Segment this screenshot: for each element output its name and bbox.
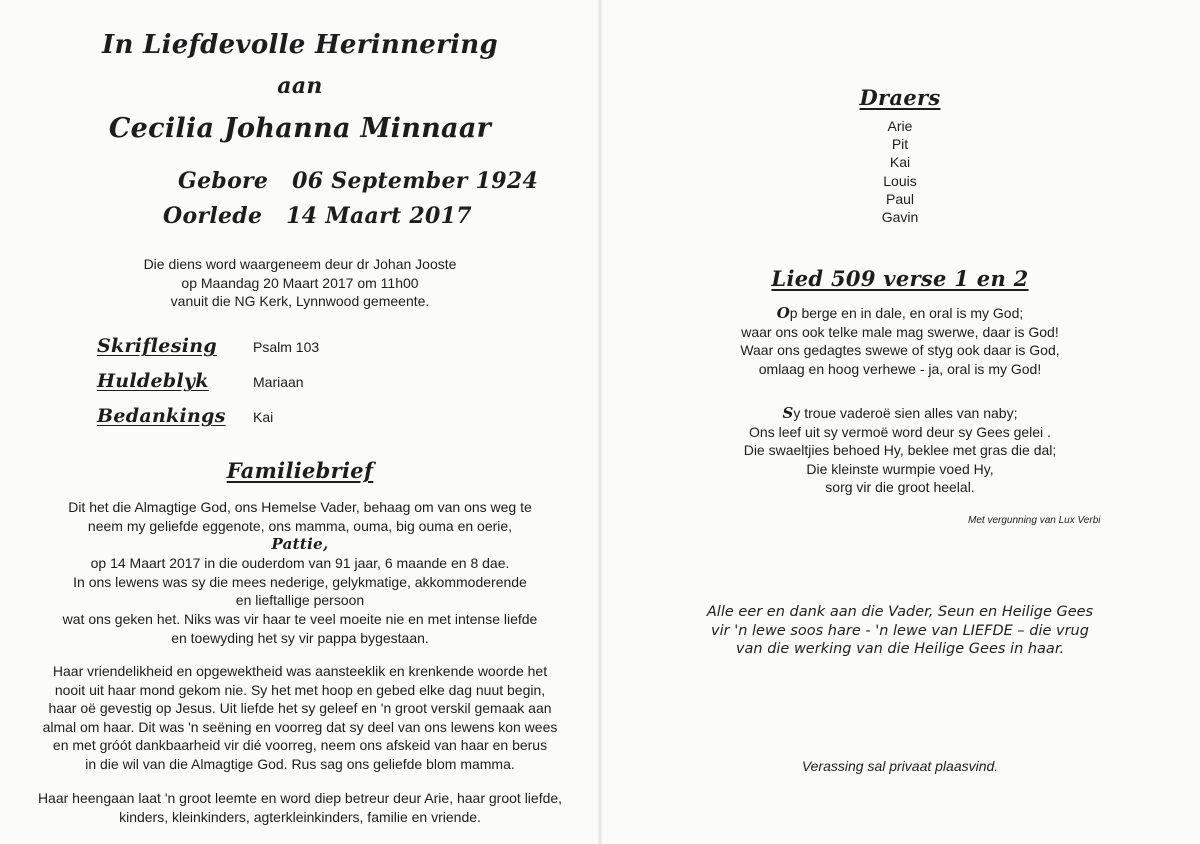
verse-dropcap: O <box>776 304 790 322</box>
hymn-title: Lied 509 verse 1 en 2 <box>771 266 1029 291</box>
bearer-name: Paul <box>885 190 915 207</box>
nickname-text: Pattie <box>271 535 323 554</box>
letter-line: Haar vriendelikheid en opgewektheid was aansteeklik en krenkende woorde het <box>52 663 548 679</box>
verse-line: waar ons ook telke male mag swerwe, daar is God! <box>741 323 1059 340</box>
nickname: Pattie, <box>271 535 329 554</box>
bearer-name: Arie <box>887 118 913 134</box>
memorial-heading: In Liefdevolle Herinnering <box>101 30 498 60</box>
letter-line: almal om haar. Dit was 'n seëning en voorreg dat sy deel van ons lewens kon wees <box>42 718 558 735</box>
letter-paragraph-3 <box>20 789 580 826</box>
letter-line: nooit uit haar mond gekom nie. Sy het met hoop en gebed elke dag nuut begin, <box>54 681 546 698</box>
letter-line: wat ons geken het. Niks was vir haar te veel moeite nie en met intense liefde <box>62 610 538 627</box>
service-line: op Maandag 20 Maart 2017 om 11h00 <box>181 274 419 291</box>
hymn-verse-2 <box>700 404 1100 497</box>
service-line: vanuit die NG Kerk, Lynnwood gemeente. <box>170 293 430 310</box>
letter-line: In ons lewens was sy die mees nederige, gelykmatige, akkommoderende <box>73 573 527 590</box>
bearers-title: Draers <box>859 85 941 110</box>
tribute <box>640 603 1160 659</box>
verse-line: Die swaeltjies behoed Hy, beklee met gras die dal; <box>743 442 1057 459</box>
letter-line: neem my geliefde eggenote, ons mamma, ouma, big ouma en oerie, <box>87 517 513 534</box>
bearer-name: Louis <box>883 172 917 189</box>
bearer-name: Kai <box>889 154 911 171</box>
letter-line: in die wil van die Almagtige God. Rus sag ons geliefde blom mamma. <box>85 755 515 772</box>
service-line: Die diens word waargeneem deur dr Johan Jooste <box>143 256 457 272</box>
tribute-line: Alle eer en dank aan die Vader, Seun en Heilige Gees <box>706 604 1094 620</box>
verse-line: Sy troue vaderoë sien alles van naby; <box>782 404 1018 422</box>
tribute-line: van die werking van die Heilige Gees in haar. <box>735 641 1065 657</box>
program-value-huldeblyk: Mariaan <box>253 374 304 390</box>
program-label-skriflesing: Skriflesing <box>97 335 217 357</box>
program-label-huldeblyk: Huldeblyk <box>97 370 209 392</box>
letter-line: haar oë gevestig op Jesus. Uit liefde het sy geleef en 'n groot verskil gemaak aan <box>48 700 552 717</box>
memorial-aan: aan <box>277 73 323 99</box>
died-label: Oorlede <box>163 203 263 229</box>
program-label-bedankings: Bedankings <box>97 405 226 427</box>
letter-paragraph-2 <box>20 662 580 774</box>
letter-line: en met gróót dankbaarheid vir dié voorreg, neem ons afskeid van haar en berus <box>52 737 548 754</box>
born-line <box>178 168 538 194</box>
letter-line: Dit het die Almagtige God, ons Hemelse Vader, behaag om van ons weg te <box>68 499 532 515</box>
bearer-name: Pit <box>891 136 909 153</box>
letter-line: kinders, kleinkinders, agterkleinkinders, familie en vriende. <box>119 808 481 825</box>
right-page <box>600 0 1200 844</box>
letter-title: Familiebrief <box>226 458 374 483</box>
bearer-name: Gavin <box>881 209 919 226</box>
died-line <box>163 203 472 229</box>
verse-line: omlaag en hoog verhewe - ja, oral is my God! <box>758 360 1042 377</box>
verse-line: Die kleinste wurmpie voed Hy, <box>806 460 994 477</box>
verse-line: Op berge en in dale, en oral is my God; <box>776 304 1024 322</box>
letter-line: en lieftallige persoon <box>235 592 365 609</box>
cremation-note: Verassing sal privaat plaasvind. <box>801 758 999 774</box>
deceased-name: Cecilia Johanna Minnaar <box>108 113 492 144</box>
hymn-verse-1 <box>700 304 1100 378</box>
letter-line: op 14 Maart 2017 in die ouderdom van 91 jaar, 6 maande en 8 dae. <box>90 555 510 572</box>
born-label: Gebore <box>178 168 269 194</box>
tribute-line: vir 'n lewe soos hare - 'n lewe van LIEFDE – die vrug <box>711 622 1089 639</box>
born-date: 06 September 1924 <box>292 168 539 194</box>
permission-note: Met vergunning van Lux Verbi <box>968 515 1101 526</box>
verse-dropcap: S <box>782 404 794 422</box>
service-details <box>90 255 510 311</box>
verse-line: Ons leef uit sy vermoë word deur sy Gees gelei . <box>749 423 1051 440</box>
program-value-bedankings: Kai <box>253 409 274 425</box>
letter-paragraph-1 <box>20 498 580 647</box>
died-date: 14 Maart 2017 <box>286 203 472 229</box>
letter-line: Haar heengaan laat 'n groot leemte en word diep betreur deur Arie, haar groot liefde, <box>37 790 563 806</box>
bearers-list <box>840 117 960 226</box>
verse-line: sorg vir die groot heelal. <box>825 479 975 496</box>
verse-line: Waar ons gedagtes swewe of styg ook daar is God, <box>740 342 1060 359</box>
program-value-skriflesing: Psalm 103 <box>253 339 320 355</box>
letter-line: en toewyding het sy vir pappa bygestaan. <box>171 629 429 646</box>
